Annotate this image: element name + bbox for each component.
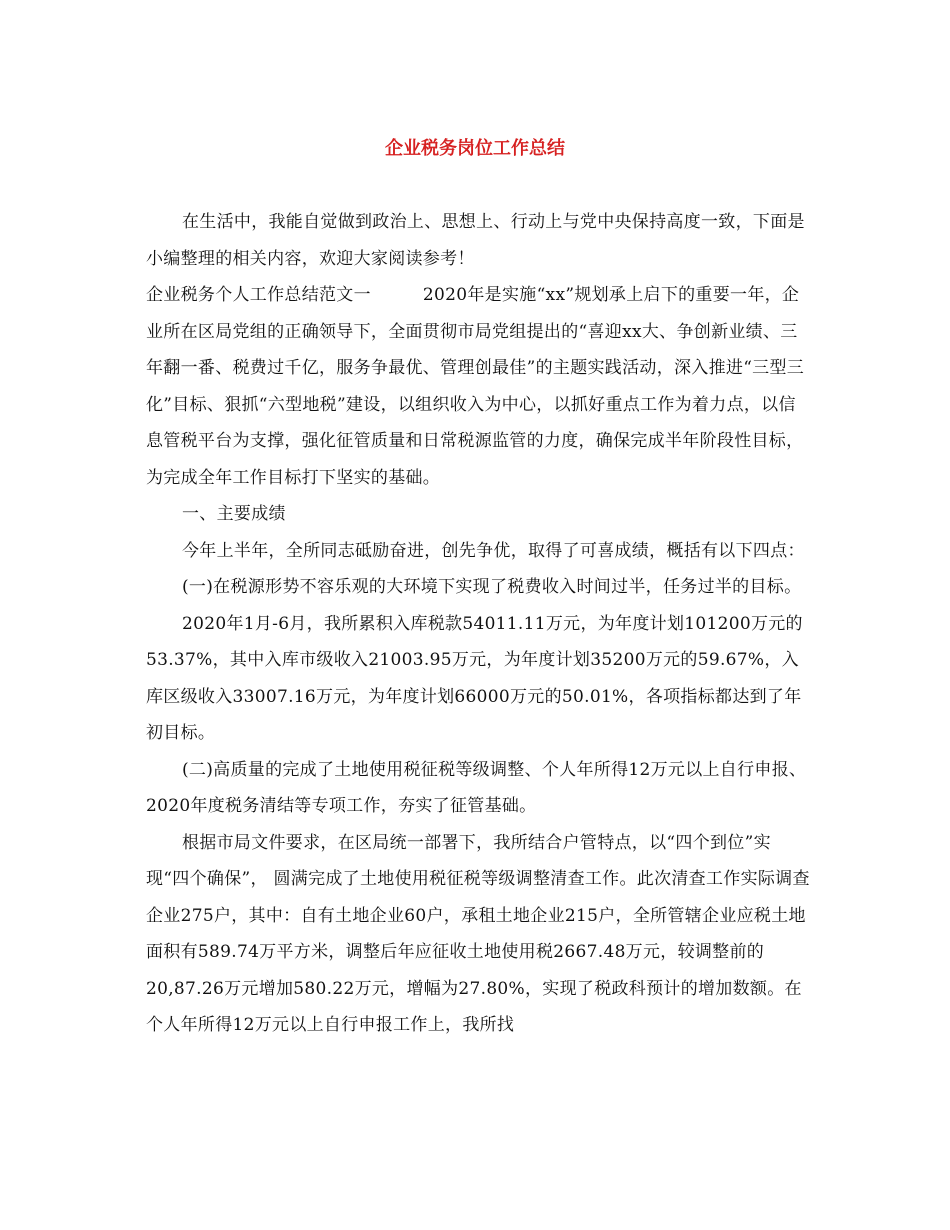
sample-paragraph [146,277,812,496]
sample-intro-text: 2020年是实施“xx”规划承上启下的重要一年，企业所在区局党组的正确领导下，全面贯彻市局党组提出的“喜迎xx大、争创新业绩、三年翻一番、税费过千亿，服务争最优、管理创最佳”的主题实践活动，深入推进“三型三化”目标、狠抓“六型地税”建设，以组织收入为中心，以抓好重点工作为着力点，以信息管税平台为支撑，强化征管质量和日常税源监管的力度，确保完成半年阶段性目标，为完成全年工作目标打下坚实的基础。 [146,285,805,488]
revenue-paragraph: 2020年1月-6月，我所累积入库税款54011.11万元，为年度计划101200万元的53.37%，其中入库市级收入21003.95万元，为年度计划35200万元的59.67%，入库区级收入33007.16万元，为年度计划66000万元的50.01%，各项指标都达到了年初目标。 [146,613,803,743]
section-heading-sample: 企业税务个人工作总结范文一 [146,285,371,305]
section-heading-achievements: 一、主要成绩 [182,504,286,524]
document-body [146,204,812,1044]
intro-paragraph: 在生活中，我能自觉做到政治上、思想上、行动上与党中央保持高度一致，下面是小编整理的相关内容，欢迎大家阅读参考！ [146,212,805,269]
document-title: 企业税务岗位工作总结 [385,138,565,159]
land-tax-paragraph: 根据市局文件要求，在区局统一部署下，我所结合户管特点，以“四个到位”实现“四个确保”， 圆满完成了土地使用税征税等级调整清查工作。此次清查工作实际调查企业275户，其中：自有土地企业60户，承租土地企业215户，全所管辖企业应税土地面积有589.74万平方米，调整后年应征收土地使用税2667.48万元，较调整前的20,87.26万元增加580.22万元，增幅为27.80%，实现了税政科预计的增加数额。在个人年所得12万元以上自行申报工作上，我所找 [146,832,810,1035]
summary-paragraph: 今年上半年，全所同志砥励奋进，创先争优，取得了可喜成绩，概括有以下四点： [182,540,805,561]
point-one-heading: (一)在税源形势不容乐观的大环境下实现了税费收入时间过半，任务过半的目标。 [182,577,802,597]
point-two-heading: (二)高质量的完成了土地使用税征税等级调整、个人年所得12万元以上自行申报、2020年度税务清结等专项工作，夯实了征管基础。 [146,759,807,816]
